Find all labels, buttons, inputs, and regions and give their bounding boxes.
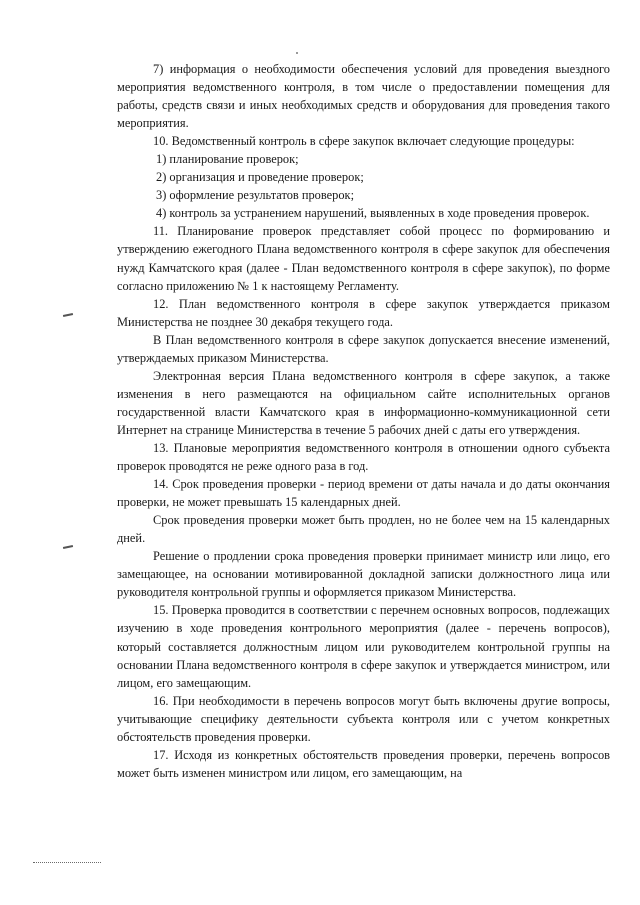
footer-dotted-line	[33, 862, 101, 863]
paragraph: Решение о продлении срока проведения проверки принимает министр или лицо, его замещающее, на основании мотивированной докладной записки должностного лица или руководителя контрольной группы и оформляется приказом Министерства.	[117, 549, 610, 600]
list-item: 2) организация и проведение проверок;	[156, 170, 364, 185]
paragraph: Электронная версия Плана ведомственного контроля в сфере закупок, а также изменения в него размещаются на официальном сайте исполнительных органов государственной власти Камчатского края в информационно-коммуникационной сети Интернет на странице Министерства в течение 5 рабочих дней с даты его утверждения.	[117, 368, 610, 437]
list-item: 1) планирование проверок;	[156, 152, 299, 167]
paragraph: 12. План ведомственного контроля в сфере закупок утверждается приказом Министерства не позднее 30 декабря текущего года.	[117, 296, 610, 329]
paragraph: 15. Проверка проводится в соответствии с перечнем основных вопросов, подлежащих изучению в ходе проведения контрольного мероприятия (далее - перечень вопросов), который составляется должностным лицом или руководителем контрольной группы на основании Плана ведомственного контроля в сфере закупок и утверждается министром, или лицом, его замещающим.	[117, 603, 610, 690]
margin-mark	[63, 313, 73, 317]
list-item: 4) контроль за устранением нарушений, выявленных в ходе проведения проверок.	[156, 206, 590, 221]
scan-dot	[296, 52, 298, 54]
paragraph: Срок проведения проверки может быть продлен, но не более чем на 15 календарных дней.	[117, 513, 610, 546]
paragraph: 10. Ведомственный контроль в сфере закупок включает следующие процедуры:	[153, 134, 575, 149]
margin-mark	[63, 545, 73, 549]
list-item: 3) оформление результатов проверок;	[156, 188, 355, 203]
paragraph: 16. При необходимости в перечень вопросов могут быть включены другие вопросы, учитывающие специфику деятельности субъекта контроля или с учетом конкретных обстоятельств проведения проверки.	[117, 693, 610, 744]
paragraph: 13. Плановые мероприятия ведомственного контроля в отношении одного субъекта проверок проводятся не реже одного раза в год.	[117, 440, 610, 474]
document-page	[117, 60, 610, 782]
paragraph: 7) информация о необходимости обеспечения условий для проведения выездного мероприятия ведомственного контроля, в том числе о предоставлении помещения для работы, средств связи и иных необходимых средств и оборудования для проведения такого мероприятия.	[117, 62, 610, 131]
paragraph: 17. Исходя из конкретных обстоятельств проведения проверки, перечень вопросов может быть изменен министром или лицом, его замещающим, на	[117, 747, 610, 780]
paragraph: В План ведомственного контроля в сфере закупок допускается внесение изменений, утверждаемых приказом Министерства.	[117, 332, 610, 365]
paragraph: 11. Планирование проверок представляет собой процесс по формированию и утверждению ежегодного Плана ведомственного контроля в сфере закупок для обеспечения нужд Камчатского края (далее - План ведомственного контроля в сфере закупок), по форме согласно приложению № 1 к настоящему Регламенту.	[117, 224, 610, 293]
paragraph: 14. Срок проведения проверки - период времени от даты начала и до даты окончания проверки, не может превышать 15 календарных дней.	[117, 477, 610, 510]
